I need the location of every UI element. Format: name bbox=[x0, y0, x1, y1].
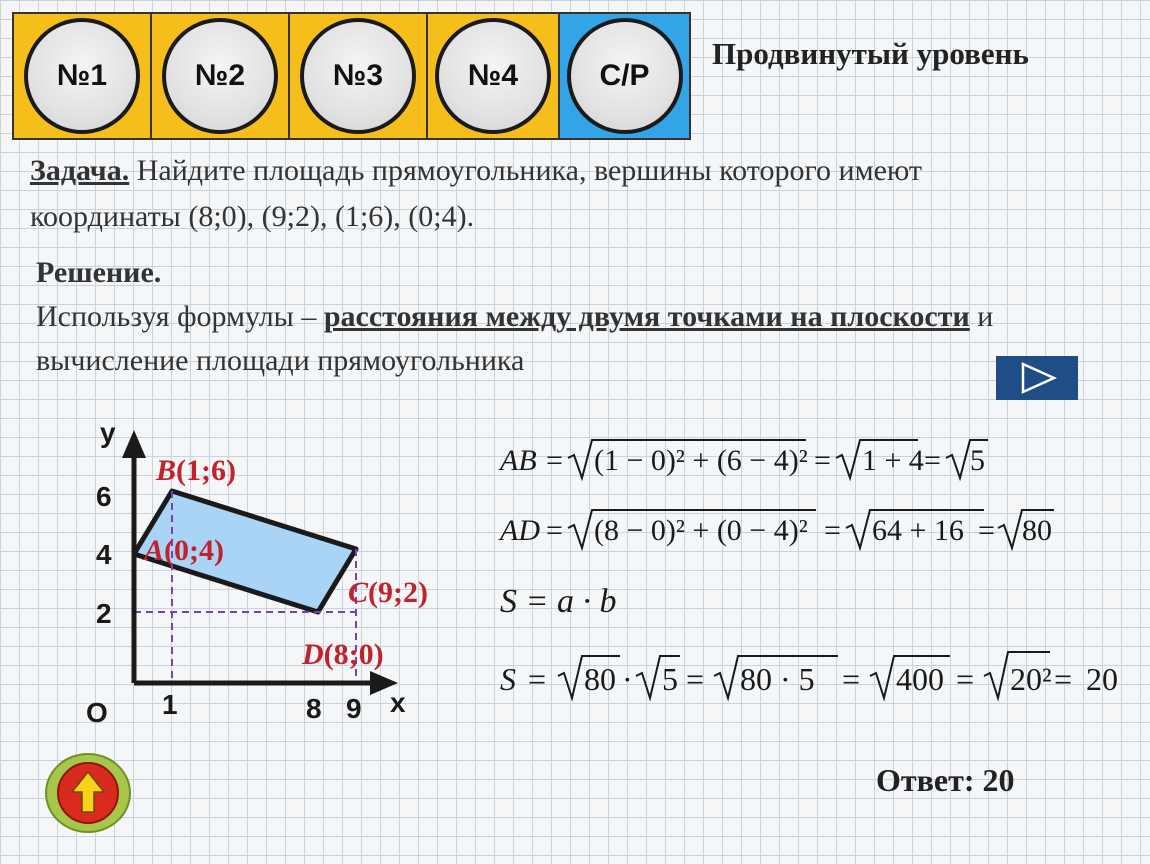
point-b-label: B(1;6) bbox=[156, 454, 236, 487]
ad-eq-1: = bbox=[546, 514, 563, 547]
ab-root-2: 1 + 4 bbox=[862, 444, 924, 477]
y-axis-label: у bbox=[100, 417, 116, 448]
next-button[interactable] bbox=[996, 356, 1078, 400]
s-r3: 80 · 5 bbox=[740, 661, 815, 697]
solution-heading: Решение. bbox=[36, 256, 162, 289]
s-eq-1: = bbox=[528, 661, 547, 697]
tab-1[interactable] bbox=[12, 12, 152, 140]
s-eq-3: = bbox=[842, 661, 861, 697]
s-eq-5: = bbox=[1054, 661, 1073, 697]
s-dot: · bbox=[622, 661, 633, 697]
task-label: Задача. bbox=[30, 154, 130, 187]
point-d-label: D(8;0) bbox=[302, 638, 384, 671]
task-text bbox=[30, 148, 1060, 240]
solution-block bbox=[36, 251, 1066, 383]
up-button[interactable] bbox=[44, 752, 132, 834]
formulas bbox=[498, 430, 1138, 710]
tab-self-work-label[interactable]: С/Р bbox=[567, 18, 683, 134]
tab-4-label[interactable]: №4 bbox=[435, 18, 551, 134]
ad-root-1: (8 − 0)² + (0 − 4)² bbox=[594, 514, 808, 547]
solution-text-1: Используя формулы – bbox=[36, 300, 324, 333]
x-tick-1: 1 bbox=[162, 689, 178, 720]
play-icon bbox=[996, 356, 1078, 400]
tab-4[interactable] bbox=[426, 12, 560, 140]
point-c-label: C(9;2) bbox=[348, 576, 428, 609]
level-title: Продвинутый уровень bbox=[712, 36, 1029, 71]
ab-lhs: AB bbox=[500, 444, 537, 477]
solution-text-2: и вычисление площади прямоугольника bbox=[36, 300, 994, 377]
s-r2: 5 bbox=[662, 661, 678, 697]
solution-text bbox=[36, 295, 1066, 383]
ad-root-3: 80 bbox=[1022, 514, 1052, 547]
x-tick-9: 9 bbox=[346, 693, 362, 724]
x-tick-8: 8 bbox=[306, 693, 322, 724]
point-a-label: A(0;4) bbox=[144, 534, 224, 567]
coordinate-graph bbox=[80, 400, 428, 730]
y-tick-4: 4 bbox=[96, 539, 112, 570]
s-r4: 400 bbox=[896, 661, 944, 697]
y-tick-6: 6 bbox=[96, 481, 112, 512]
answer-text: Ответ: 20 bbox=[876, 762, 1015, 798]
tab-3-label[interactable]: №3 bbox=[300, 18, 416, 134]
s-r1: 80 bbox=[584, 661, 616, 697]
y-tick-2: 2 bbox=[96, 598, 112, 629]
s-lhs: S bbox=[500, 661, 516, 697]
tab-3[interactable] bbox=[288, 12, 428, 140]
distance-formula-link[interactable]: расстояния между двумя точками на плоскости bbox=[323, 300, 970, 333]
task-tabs bbox=[12, 12, 691, 140]
ab-eq-2: = bbox=[814, 444, 831, 477]
s-eq-2: = bbox=[686, 661, 705, 697]
s-eq-4: = bbox=[956, 661, 975, 697]
ab-eq-3: = bbox=[924, 444, 941, 477]
ad-eq-3: = bbox=[978, 514, 995, 547]
x-axis-label: х bbox=[390, 687, 406, 718]
origin-label: О bbox=[86, 697, 108, 728]
tab-self-work[interactable] bbox=[558, 12, 691, 140]
task-body: Найдите площадь прямоугольника, вершины которого имеют координаты (8;0), (9;2), (1;6), (0;4). bbox=[30, 154, 923, 233]
ad-root-2: 64 + 16 bbox=[872, 514, 964, 547]
tab-2-label[interactable]: №2 bbox=[162, 18, 278, 134]
s-result: 20 bbox=[1086, 661, 1118, 697]
s-r5: 20² bbox=[1010, 661, 1052, 697]
ab-root-1: (1 − 0)² + (6 − 4)² bbox=[594, 444, 808, 477]
ad-lhs: AD bbox=[500, 514, 540, 547]
tab-1-label[interactable]: №1 bbox=[24, 18, 140, 134]
y-axis-arrow bbox=[122, 430, 146, 458]
area-formula: S = a · b bbox=[500, 583, 617, 620]
ab-root-3: 5 bbox=[970, 444, 985, 477]
ab-eq-1: = bbox=[546, 444, 563, 477]
tab-2[interactable] bbox=[150, 12, 290, 140]
ad-eq-2: = bbox=[824, 514, 841, 547]
